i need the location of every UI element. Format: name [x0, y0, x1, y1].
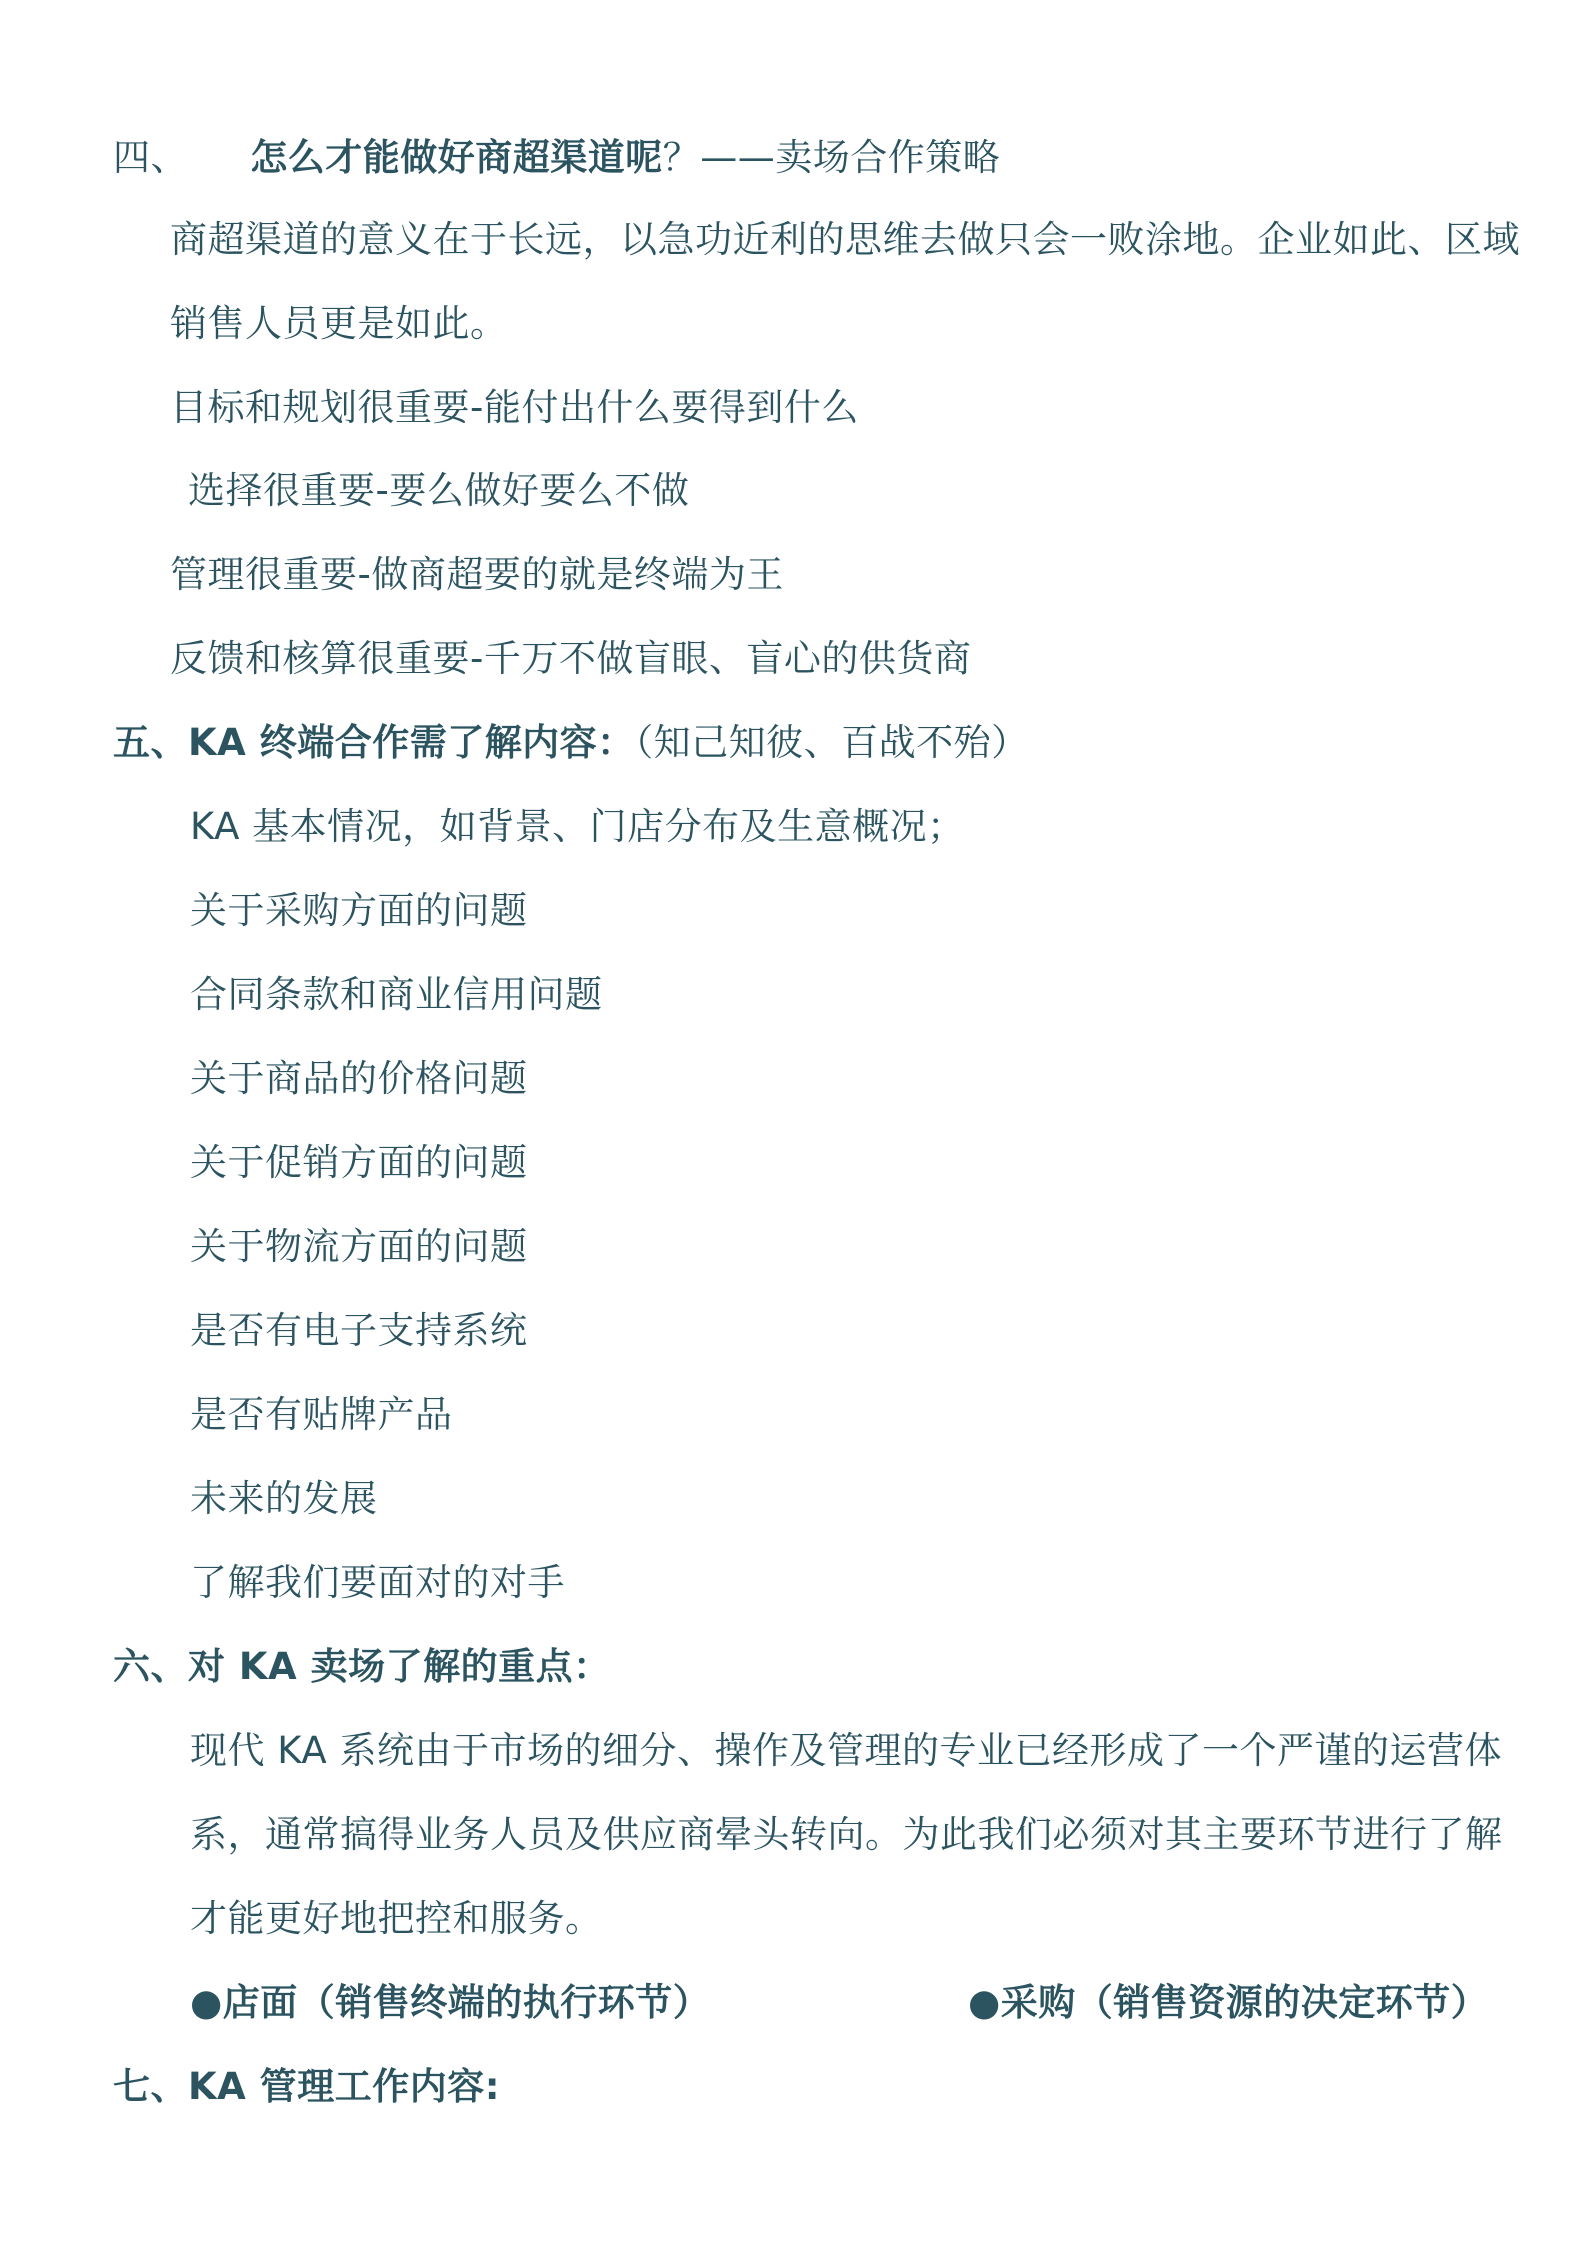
- section6-bullet-store: ●店面（销售终端的执行环节）: [190, 1981, 711, 2024]
- section5-item: 关于促销方面的问题: [190, 1141, 528, 1184]
- section4-point: 反馈和核算很重要-千万不做盲眼、盲心的供货商: [170, 637, 972, 680]
- section5-item: 是否有电子支持系统: [190, 1309, 528, 1352]
- section5-item: 了解我们要面对的对手: [190, 1561, 565, 1604]
- section5-item: 关于商品的价格问题: [190, 1057, 528, 1100]
- section4-title: 怎么才能做好商超渠道呢: [250, 136, 663, 179]
- section6-paragraph-line2: 系，通常搞得业务人员及供应商晕头转向。为此我们必须对其主要环节进行了解: [190, 1813, 1503, 1856]
- section4-point: 目标和规划很重要-能付出什么要得到什么: [170, 386, 859, 429]
- section5-item: 合同条款和商业信用问题: [190, 973, 603, 1016]
- section5-title: 五、KA 终端合作需了解内容：: [113, 721, 635, 764]
- section6-paragraph-line3: 才能更好地把控和服务。: [190, 1897, 603, 1940]
- section6-paragraph-line1: 现代 KA 系统由于市场的细分、操作及管理的专业已经形成了一个严谨的运营体: [190, 1729, 1502, 1772]
- section5-item: 是否有贴牌产品: [190, 1393, 453, 1436]
- section6-bullet-purchasing: ●采购（销售资源的决定环节）: [968, 1981, 1489, 2024]
- section4-paragraph-line1: 商超渠道的意义在于长远，以急功近利的思维去做只会一败涂地。企业如此、区域: [170, 218, 1520, 261]
- section7-heading: 七、KA 管理工作内容:: [113, 2065, 500, 2108]
- section5-title-suffix: （知己知彼、百战不殆）: [634, 721, 1029, 764]
- section5-item: 关于采购方面的问题: [190, 889, 528, 932]
- section5-heading: [113, 719, 1029, 767]
- section5-item: KA 基本情况，如背景、门店分布及生意概况；: [190, 805, 965, 848]
- section4-point: 选择很重要-要么做好要么不做: [188, 469, 690, 512]
- section5-item: 未来的发展: [190, 1477, 378, 1520]
- section4-title-suffix: ？——卖场合作策略: [662, 136, 1001, 179]
- section4-heading: [113, 134, 1000, 182]
- section4-number: 四、: [113, 136, 188, 179]
- section5-item: 关于物流方面的问题: [190, 1225, 528, 1268]
- section4-paragraph-line2: 销售人员更是如此。: [170, 302, 508, 345]
- section4-point: 管理很重要-做商超要的就是终端为王: [170, 553, 784, 596]
- section6-heading: 六、对 KA 卖场了解的重点：: [113, 1645, 611, 1688]
